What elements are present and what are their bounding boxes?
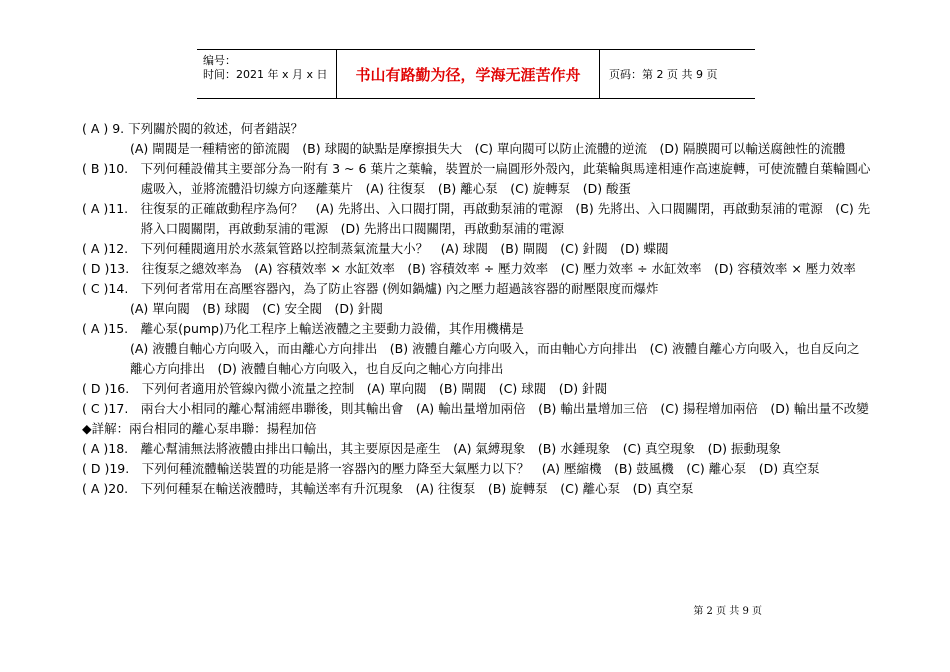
- question-stem: 下列何種設備其主要部分為一附有 3 ~ 6 葉片之葉輪，裝置於一扁圓形外殼內，此葉輪與馬達相連作高速旋轉，可使流體自葉輪圓心處吸入，並將流體沿切線方向逐離葉片 (A) 往復泵 (B) 離心泵 (C) 旋轉泵 (D) 酸蛋: [140, 161, 871, 196]
- question-stem: 離心幫浦無法將液體由排出口輸出，其主要原因是產生 (A) 氣縛現象 (B) 水錘現象 (C) 真空現象 (D) 振動現象: [140, 441, 782, 456]
- question-item: [82, 459, 872, 479]
- question-stem: 兩台相同的離心泵串聯：揚程加倍: [129, 421, 317, 436]
- question-item: [82, 419, 872, 439]
- question-item: [82, 379, 872, 399]
- question-item: [82, 259, 872, 279]
- question-stem: 下列何者適用於管線內微小流量之控制 (A) 單向閥 (B) 閘閥 (C) 球閥 (D) 針閥: [141, 381, 608, 396]
- question-stem: 往復泵之總效率為 (A) 容積效率 × 水缸效率 (B) 容積效率 ÷ 壓力效率 (C) 壓力效率 ÷ 水缸效率 (D) 容積效率 × 壓力效率: [141, 261, 856, 276]
- question-list: [82, 119, 872, 499]
- question-item: [82, 119, 872, 139]
- question-number: ( C )17.: [82, 401, 141, 416]
- question-item: [82, 479, 872, 499]
- question-item: [82, 239, 872, 259]
- question-number: ( A )12.: [82, 241, 141, 256]
- question-stem: 下列何種流體輸送裝置的功能是將一容器內的壓力降至大氣壓力以下？ (A) 壓縮機 (B) 鼓風機 (C) 離心泵 (D) 真空泵: [141, 461, 820, 476]
- question-options: (A) 單向閥 (B) 球閥 (C) 安全閥 (D) 針閥: [130, 301, 383, 316]
- question-number: ( A ) 9.: [82, 121, 129, 136]
- question-number: ( B )10.: [82, 161, 141, 176]
- question-item: [82, 399, 872, 419]
- question-number: ( D )16.: [82, 381, 142, 396]
- page-header: [197, 49, 755, 99]
- question-number: ( A )11.: [82, 201, 141, 216]
- question-number: ◆詳解：: [82, 421, 130, 436]
- question-number: ( A )18.: [82, 441, 141, 456]
- number-label: 编号：: [203, 54, 236, 67]
- question-item: [82, 159, 872, 199]
- question-number: ( A )15.: [82, 321, 141, 336]
- question-number: ( D )19.: [82, 461, 142, 476]
- motto: 书山有路勤为径，学海无涯苦作舟: [337, 50, 600, 98]
- question-stem: 下列關於閥的敘述，何者錯誤？: [128, 121, 304, 136]
- question-stem: 兩台大小相同的離心幫浦經串聯後，則其輸出會 (A) 輸出量增加兩倍 (B) 輸出量增加三倍 (C) 揚程增加兩倍 (D) 輸出量不改變: [140, 401, 869, 416]
- page-footer: 第 2 页 共 9 页: [693, 606, 762, 617]
- page-label: 页码：第 2 页 共 9 页: [609, 68, 718, 81]
- time-label: 时间：2021 年 x 月 x 日: [203, 68, 328, 81]
- question-stem: 下列何種泵在輸送液體時，其輸送率有升沉現象 (A) 往復泵 (B) 旋轉泵 (C) 離心泵 (D) 真空泵: [140, 481, 694, 496]
- question-options: (A) 閘閥是一種精密的節流閥 (B) 球閥的缺點是摩擦損失大 (C) 單向閥可以防止流體的逆流 (D) 隔膜閥可以輸送腐蝕性的流體: [130, 141, 846, 156]
- question-stem: 下列何種閥適用於水蒸氣管路以控制蒸氣流量大小？ (A) 球閥 (B) 閘閥 (C) 針閥 (D) 蝶閥: [140, 241, 669, 256]
- question-item: [82, 279, 872, 299]
- question-stem: 往復泵的正確啟動程序為何？ (A) 先將出、入口閥打開，再啟動泵浦的電源 (B) 先將出、入口閥關閉，再啟動泵浦的電源 (C) 先將入口閥關閉，再啟動泵浦的電源 (D) 先將出口閥關閉，再啟動泵浦的電源: [140, 201, 871, 236]
- question-number: ( D )13.: [82, 261, 142, 276]
- question-stem: 下列何者常用在高壓容器內，為了防止容器 (例如鍋爐) 內之壓力超過該容器的耐壓限度而爆炸: [140, 281, 659, 296]
- question-item: [82, 439, 872, 459]
- question-options: (A) 液體自軸心方向吸入，而由離心方向排出 (B) 液體自離心方向吸入，而由軸心方向排出 (C) 液體自離心方向吸入，也自反向之離心方向排出 (D) 液體自軸心方向吸入，也自反向之軸心方向排出: [130, 341, 860, 376]
- question-item: [82, 319, 872, 339]
- question-item: [82, 199, 872, 239]
- question-stem: 離心泵(pump)乃化工程序上輸送液體之主要動力設備，其作用機構是: [140, 321, 524, 336]
- question-number: ( C )14.: [82, 281, 141, 296]
- question-number: ( A )20.: [82, 481, 141, 496]
- header-info: [197, 50, 337, 98]
